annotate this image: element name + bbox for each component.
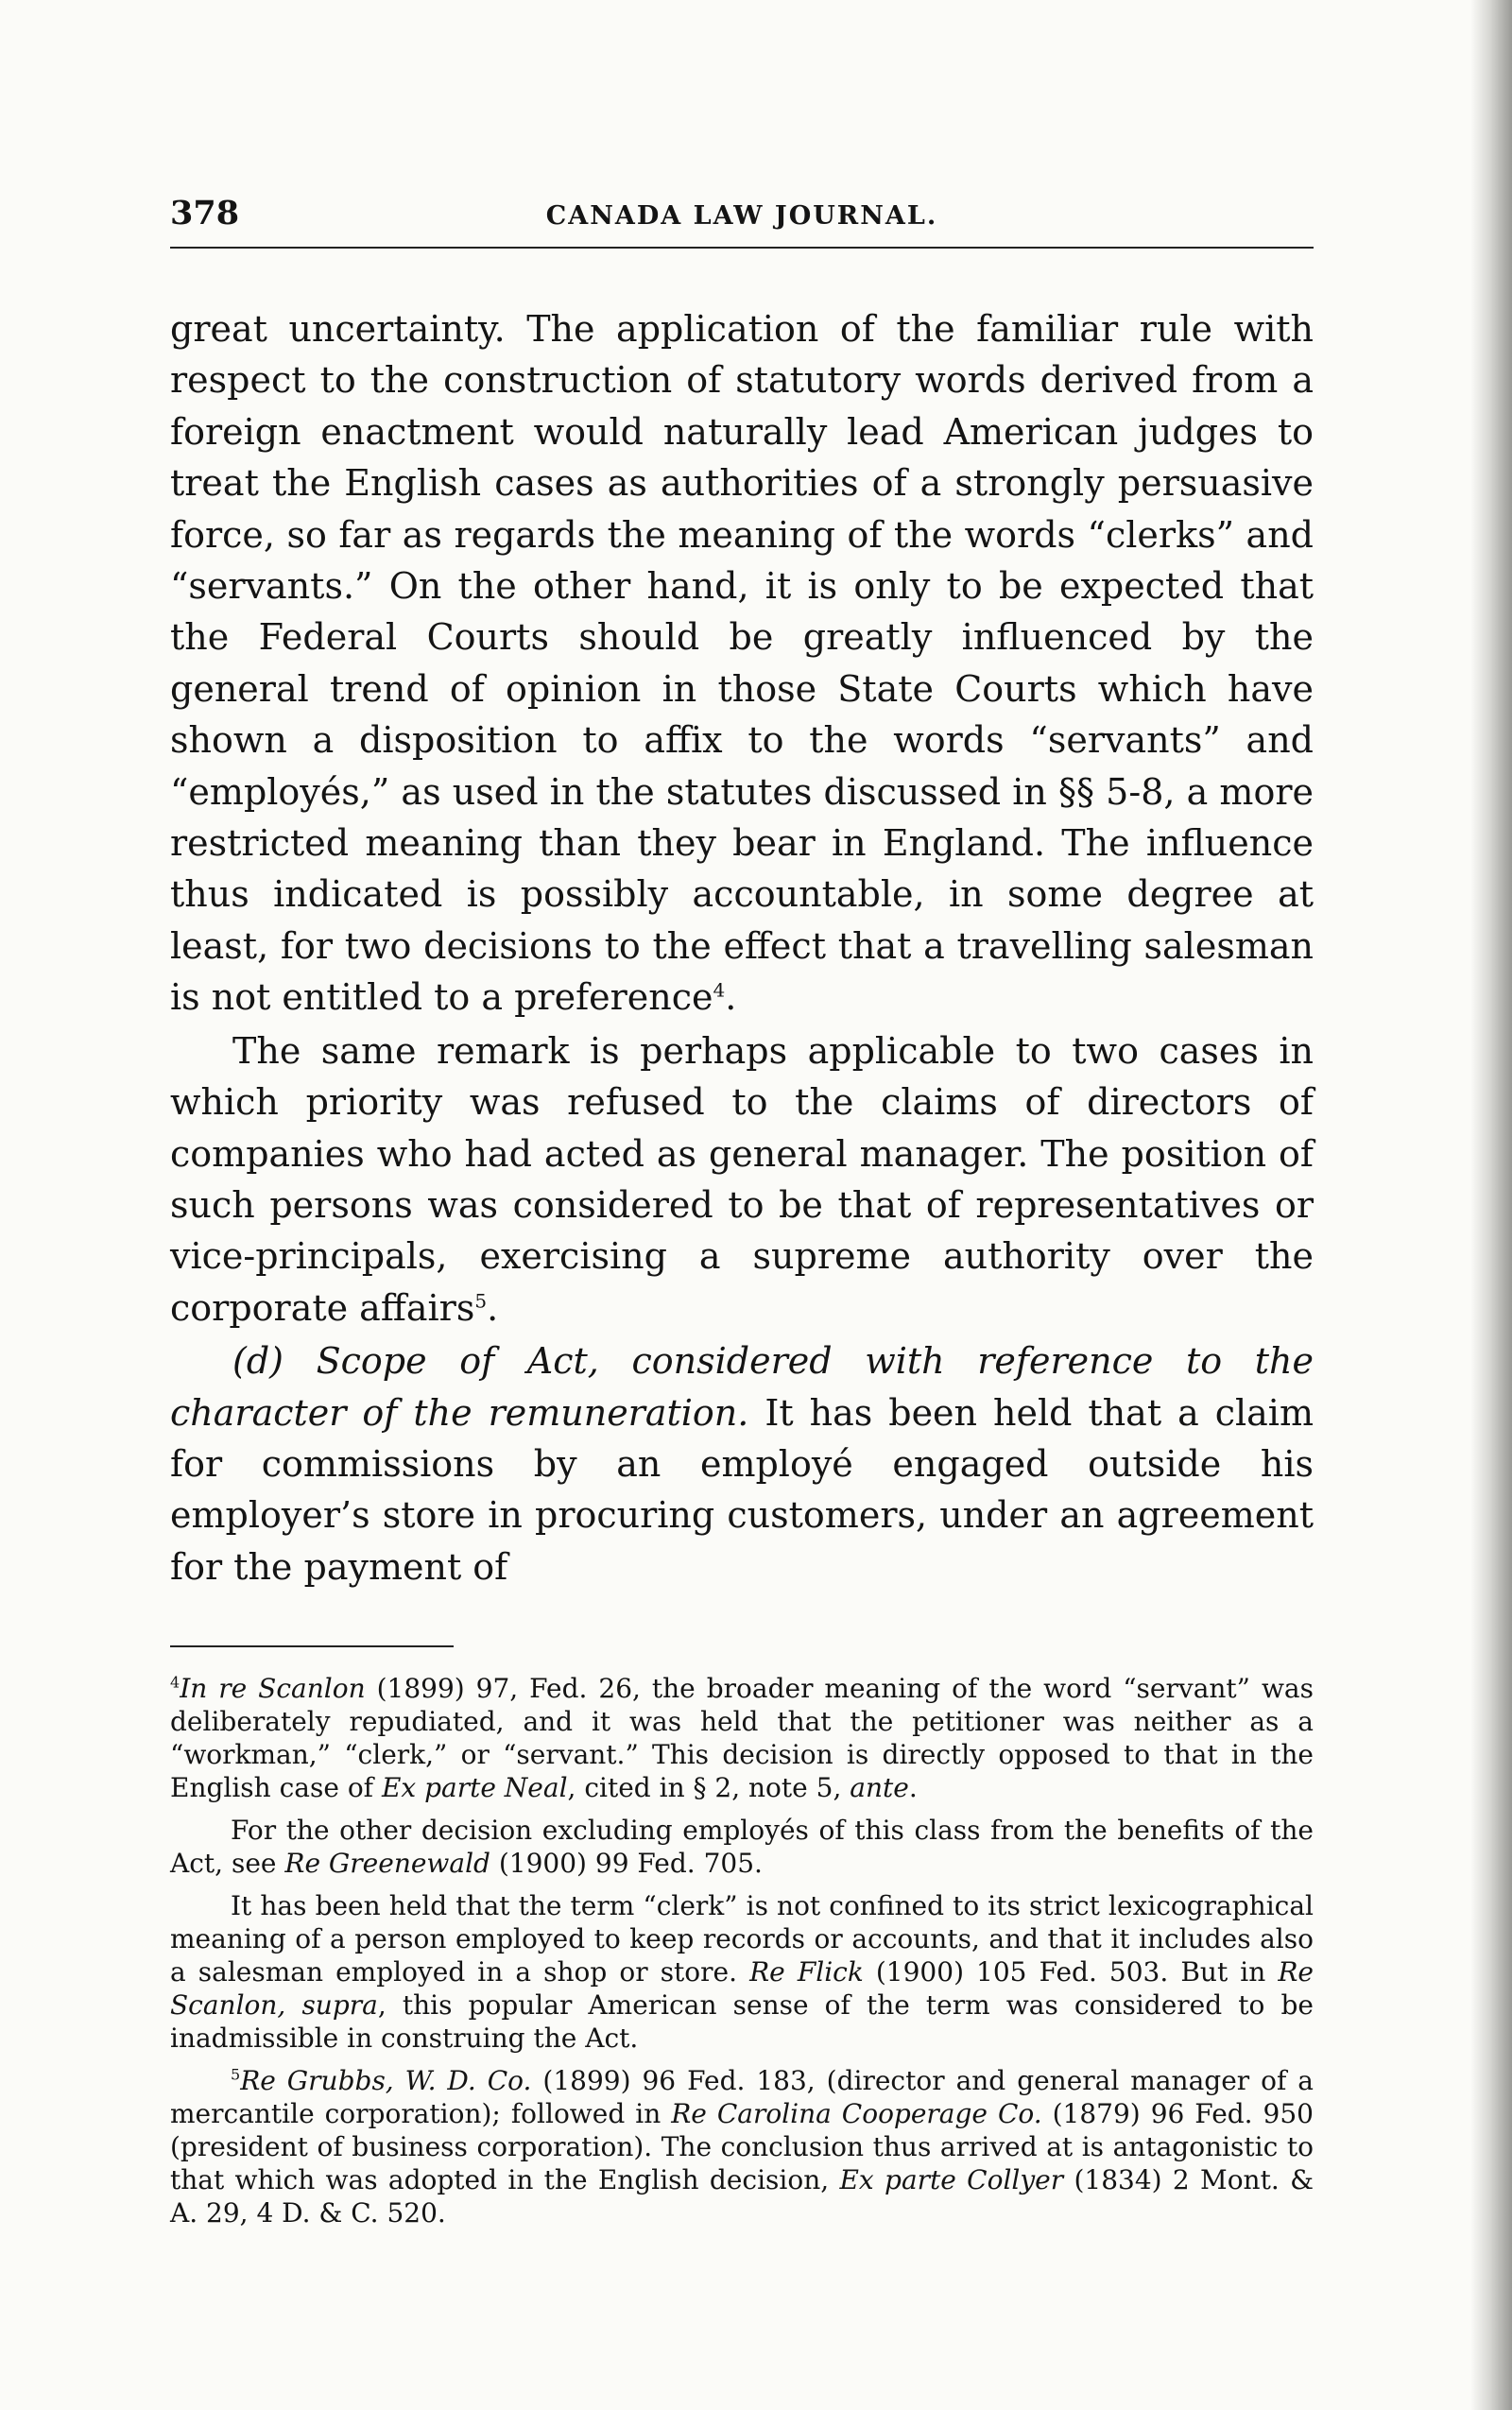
case-name: Re Scanlon, supra bbox=[170, 1956, 1314, 2022]
footnote-text: (1899) 96 Fed. 183, (director and general manager of a mercantile corporation); followed in bbox=[170, 2065, 1314, 2130]
footnote-text: (1879) 96 Fed. 950 (president of business corporation). The conclusion thus arrived at is antagonistic to that which was adopted in the English decision, bbox=[170, 2098, 1314, 2196]
case-name: Re Greenewald bbox=[284, 1848, 490, 1880]
section-heading-d: (d) Scope of Act, considered with reference to the character of the remuneration. bbox=[170, 1340, 1314, 1434]
page-header bbox=[170, 194, 1314, 249]
footnote-4-continued bbox=[170, 1814, 1314, 1880]
paragraph-2-text: The same remark is perhaps applicable to two cases in which priority was refused to the claims of directors of companies who had acted as general manager. The position of such persons was considered to be that of representatives or vice-principals, exercising a supreme authority over the corporate affairs bbox=[170, 1029, 1314, 1329]
page-number: 378 bbox=[170, 194, 240, 232]
paragraph-3 bbox=[170, 1335, 1314, 1592]
case-name: Ex parte Collyer bbox=[839, 2164, 1064, 2196]
footnote-text: (1900) 99 Fed. 705. bbox=[490, 1848, 763, 1880]
footnote-text: For the other decision excluding employés of this class from the benefits of the Act, see bbox=[170, 1815, 1314, 1880]
case-name: Re Grubbs, W. D. Co. bbox=[240, 2065, 532, 2097]
paragraph-1-end: . bbox=[725, 976, 737, 1019]
footnote-text: It has been held that the term “clerk” is not confined to its strict lexicographical meaning of a person employed to keep records or accounts, and that it includes also a salesman employed in a shop or store. bbox=[170, 1890, 1314, 1988]
footnote-separator bbox=[170, 1645, 454, 1647]
paragraph-1 bbox=[170, 303, 1314, 1024]
case-name: In re Scanlon bbox=[180, 1673, 366, 1705]
footnote-text: , cited in § 2, note 5, bbox=[567, 1772, 850, 1804]
scanned-page-edge bbox=[1470, 0, 1512, 2410]
journal-page bbox=[170, 194, 1314, 2229]
footnote-text: (1900) 105 Fed. 503. But in bbox=[863, 1956, 1279, 1988]
case-name: Ex parte Neal bbox=[381, 1772, 568, 1804]
footnote-ref-5: 5 bbox=[474, 1289, 488, 1313]
running-title: CANADA LAW JOURNAL. bbox=[545, 201, 938, 231]
footnote-5 bbox=[170, 2064, 1314, 2229]
footnote-ref-4: 4 bbox=[713, 978, 726, 1002]
paragraph-1-text: great uncertainty. The application of the familiar rule with respect to the construction of statutory words derived from a foreign enactment would naturally lead American judges to treat the English cases as authorities of a strongly persuasive force, so far as regards the meaning of the words “clerks” and “servants.” On the other hand, it is only to be expected that the Federal Courts should be greatly influenced by the general trend of opinion in those State Courts which have shown a disposition to affix to the words “servants” and “employés,” as used in the statutes discussed in §§ 5-8, a more restricted meaning than they bear in England. The influence thus indicated is possibly accountable, in some degree at least, for two decisions to the effect that a travelling salesman is not entitled to a preference bbox=[170, 308, 1314, 1019]
footnotes bbox=[170, 1672, 1314, 2229]
footnote-ante: ante bbox=[850, 1772, 909, 1804]
footnote-text: , this popular American sense of the term was considered to be inadmissible in construing the Act. bbox=[170, 1989, 1314, 2055]
footnote-text: . bbox=[908, 1772, 918, 1804]
footnote-text: (1899) 97, Fed. 26, the broader meaning of the word “servant” was deliberately repudiated, and it was held that the petitioner was neither as a “workman,” “clerk,” or “servant.” This decision is directly opposed to that in the English case of bbox=[170, 1673, 1314, 1804]
footnote-5-mark: 5 bbox=[231, 2065, 241, 2084]
paragraph-2-end: . bbox=[487, 1286, 499, 1329]
case-name: Re Flick bbox=[749, 1956, 864, 1988]
footnote-4-continued-2 bbox=[170, 1889, 1314, 2055]
footnote-4-mark: 4 bbox=[170, 1673, 180, 1692]
footnote-4 bbox=[170, 1672, 1314, 1804]
body-text bbox=[170, 303, 1314, 1592]
footnote-text: (1834) 2 Mont. & A. 29, 4 D. & C. 520. bbox=[170, 2164, 1314, 2229]
case-name: Re Carolina Cooperage Co. bbox=[671, 2098, 1042, 2130]
paragraph-2 bbox=[170, 1025, 1314, 1334]
paragraph-3-text: It has been held that a claim for commissions by an employé engaged outside his employer’s store in procuring customers, under an agreement for the payment of bbox=[170, 1391, 1314, 1588]
